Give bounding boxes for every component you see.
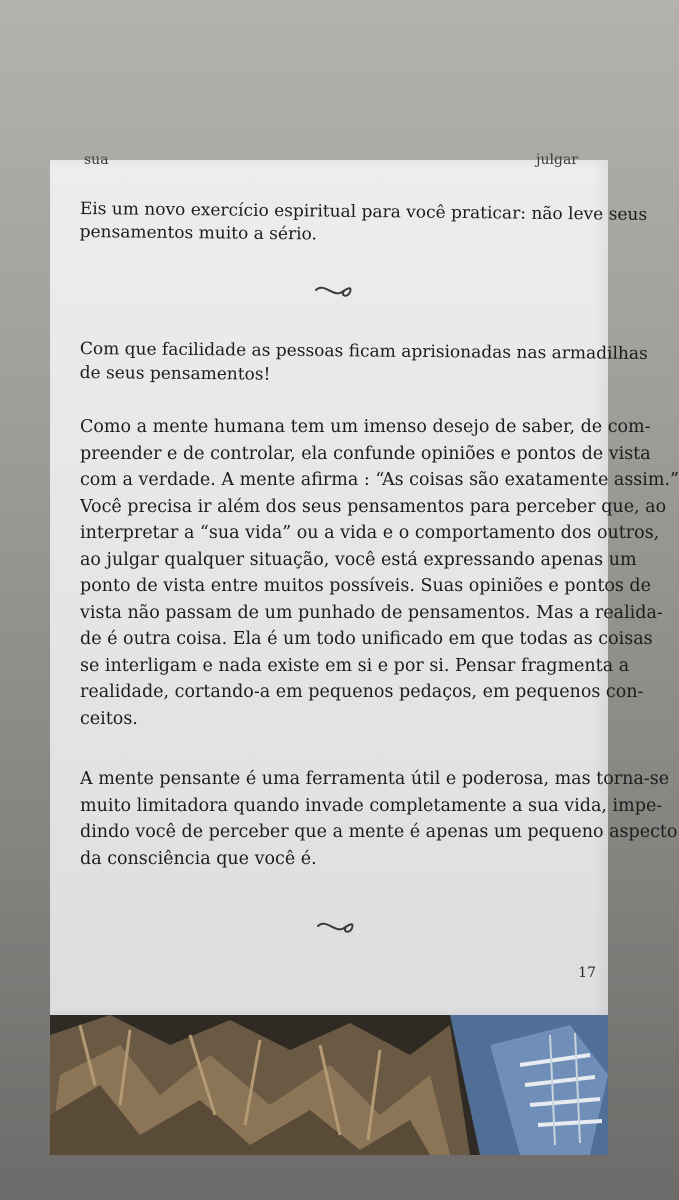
text-line: com a verdade. A mente afirma : “As coisas são exatamente assim.” — [80, 470, 679, 490]
header-fragment-right: julgar — [536, 152, 578, 168]
paragraph-exercise — [79, 198, 648, 249]
paragraph-thinking-mind — [80, 766, 678, 872]
text-line: preender e de controlar, ela confunde opiniões e pontos de vista — [80, 443, 651, 464]
text-line: Eis um novo exercício espiritual para você praticar: não leve seus — [79, 198, 648, 225]
text-line: de seus pensamentos! — [79, 362, 271, 385]
text-line: ao julgar qualquer situação, você está expressando apenas um — [80, 549, 637, 570]
text-line: muito limitadora quando invade completamente a sua vida, impe- — [80, 795, 663, 816]
text-line: dindo você de perceber que a mente é apenas um pequeno aspecto — [80, 822, 678, 842]
text-line: interpretar a “sua vida” ou a vida e o comportamento dos outros, — [80, 523, 660, 543]
text-line: ceitos. — [80, 708, 138, 729]
header-fragment-left: sua — [84, 152, 109, 168]
text-line: A mente pensante é uma ferramenta útil e poderosa, mas torna-se — [80, 769, 670, 789]
book-page-photo — [50, 152, 679, 1155]
text-line: Como a mente humana tem um imenso desejo de saber, de com- — [80, 417, 651, 437]
section-ornament-icon — [312, 278, 356, 302]
cut-off-previous-line — [50, 154, 608, 172]
text-line: Você precisa ir além dos seus pensamentos para perceber que, ao — [80, 496, 667, 517]
text-line: se interligam e nada existe em si e por si. Pensar fragmenta a — [80, 655, 630, 676]
text-line: de é outra coisa. Ela é um todo unificado em que todas as coisas — [80, 629, 653, 649]
text-line: pensamentos muito a sério. — [79, 221, 318, 245]
text-line: da consciência que você é. — [80, 848, 317, 869]
paragraph-traps — [79, 337, 648, 389]
text-line: ponto de vista entre muitos possíveis. Suas opiniões e pontos de — [80, 576, 651, 596]
page-number: 17 — [578, 965, 596, 981]
paragraph-mind — [80, 414, 679, 732]
text-line: vista não passam de um punhado de pensamentos. Mas a realida- — [80, 602, 663, 623]
background-scene-image — [50, 1015, 608, 1155]
book-page — [50, 152, 679, 1025]
text-line: Com que facilidade as pessoas ficam aprisionadas nas armadilhas — [79, 338, 648, 364]
section-ornament-icon — [314, 914, 358, 938]
text-line: realidade, cortando-a em pequenos pedaços, em pequenos con- — [80, 682, 644, 702]
